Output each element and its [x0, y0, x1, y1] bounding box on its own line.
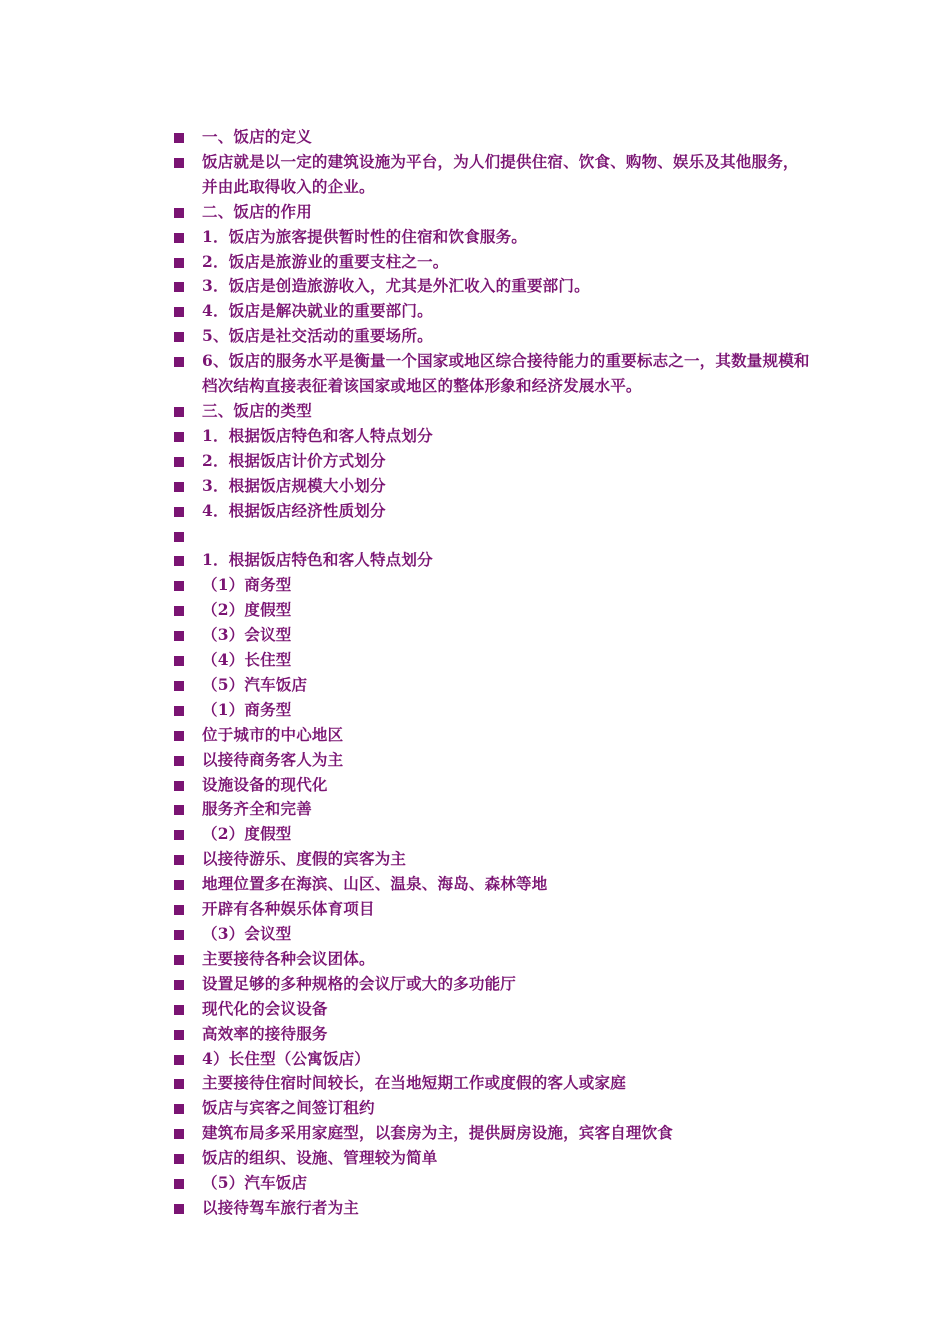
square-bullet-icon — [174, 532, 184, 542]
square-bullet-icon — [174, 332, 184, 342]
list-item-text: （5）汽车饭店 — [202, 674, 308, 694]
square-bullet-icon — [174, 1104, 184, 1114]
list-item-text: 2．饭店是旅游业的重要支柱之一。 — [202, 251, 449, 271]
list-item — [172, 1096, 812, 1121]
list-item-text: 现代化的会议设备 — [202, 998, 328, 1018]
list-item — [172, 847, 812, 872]
square-bullet-icon — [174, 407, 184, 417]
list-item-text: 开辟有各种娱乐体育项目 — [202, 899, 375, 919]
list-item-text — [202, 524, 812, 549]
square-bullet-icon — [174, 706, 184, 716]
square-bullet-icon — [174, 457, 184, 467]
list-item — [172, 474, 812, 499]
list-item — [172, 524, 812, 549]
list-item-text: 以接待驾车旅行者为主 — [202, 1197, 360, 1217]
square-bullet-icon — [174, 631, 184, 641]
list-item — [172, 1121, 812, 1146]
list-item-text: 1．根据饭店特色和客人特点划分 — [202, 425, 433, 445]
list-item — [172, 573, 812, 598]
bullet-list — [172, 125, 812, 1221]
square-bullet-icon — [174, 482, 184, 492]
list-item — [172, 1047, 812, 1072]
list-item-text: 服务齐全和完善 — [202, 799, 312, 819]
list-item — [172, 1146, 812, 1171]
square-bullet-icon — [174, 282, 184, 292]
list-item-text: 2．根据饭店计价方式划分 — [202, 450, 386, 470]
list-item — [172, 698, 812, 723]
square-bullet-icon — [174, 681, 184, 691]
list-item-text: （1）商务型 — [202, 699, 292, 719]
square-bullet-icon — [174, 855, 184, 865]
list-item — [172, 424, 812, 449]
list-item-text: 3．饭店是创造旅游收入，尤其是外汇收入的重要部门。 — [202, 276, 590, 296]
list-item-text: （3）会议型 — [202, 625, 292, 645]
list-item-text: 4．饭店是解决就业的重要部门。 — [202, 301, 433, 321]
list-item-text: 4．根据饭店经济性质划分 — [202, 500, 386, 520]
square-bullet-icon — [174, 656, 184, 666]
square-bullet-icon — [174, 930, 184, 940]
list-item — [172, 897, 812, 922]
square-bullet-icon — [174, 830, 184, 840]
list-item-text: 5、饭店是社交活动的重要场所。 — [202, 326, 433, 346]
list-item — [172, 499, 812, 524]
square-bullet-icon — [174, 133, 184, 143]
list-item — [172, 997, 812, 1022]
list-item-text: （5）汽车饭店 — [202, 1173, 308, 1193]
square-bullet-icon — [174, 1154, 184, 1164]
list-item — [172, 548, 812, 573]
square-bullet-icon — [174, 1079, 184, 1089]
list-item — [172, 748, 812, 773]
square-bullet-icon — [174, 781, 184, 791]
list-item-text: 6、饭店的服务水平是衡量一个国家或地区综合接待能力的重要标志之一，其数量规模和档次结构直接表征着该国家或地区的整体形象和经济发展水平。 — [202, 351, 810, 396]
list-item-text: 位于城市的中心地区 — [202, 724, 344, 744]
square-bullet-icon — [174, 731, 184, 741]
list-item — [172, 299, 812, 324]
list-item — [172, 200, 812, 225]
list-item-text: 主要接待各种会议团体。 — [202, 948, 375, 968]
list-item-text: 饭店的组织、设施、管理较为简单 — [202, 1148, 438, 1168]
list-item — [172, 623, 812, 648]
list-item-text: 设置足够的多种规格的会议厅或大的多功能厅 — [202, 973, 517, 993]
square-bullet-icon — [174, 432, 184, 442]
list-item-text: 4）长住型（公寓饭店） — [202, 1048, 370, 1068]
list-item-text: 1．根据饭店特色和客人特点划分 — [202, 550, 433, 570]
list-item-text: 饭店就是以一定的建筑设施为平台，为人们提供住宿、饮食、购物、娱乐及其他服务，并由此取得收入的企业。 — [202, 151, 799, 196]
square-bullet-icon — [174, 507, 184, 517]
list-item — [172, 1196, 812, 1221]
list-item — [172, 922, 812, 947]
list-item — [172, 872, 812, 897]
square-bullet-icon — [174, 756, 184, 766]
list-item — [172, 250, 812, 275]
list-item — [172, 1071, 812, 1096]
list-item — [172, 773, 812, 798]
list-item — [172, 150, 812, 200]
list-item — [172, 822, 812, 847]
list-item-text: 一、饭店的定义 — [202, 127, 312, 146]
square-bullet-icon — [174, 158, 184, 168]
list-item-text: 以接待游乐、度假的宾客为主 — [202, 849, 407, 869]
list-item-text: 3．根据饭店规模大小划分 — [202, 475, 386, 495]
square-bullet-icon — [174, 805, 184, 815]
list-item-text: 以接待商务客人为主 — [202, 749, 344, 769]
square-bullet-icon — [174, 1055, 184, 1065]
list-item-text: 三、饭店的类型 — [202, 400, 312, 420]
square-bullet-icon — [174, 208, 184, 218]
list-item-text: 主要接待住宿时间较长，在当地短期工作或度假的客人或家庭 — [202, 1073, 626, 1093]
list-item-text: 建筑布局多采用家庭型，以套房为主，提供厨房设施，宾客自理饮食 — [202, 1123, 674, 1143]
list-item-text: 饭店与宾客之间签订租约 — [202, 1098, 375, 1118]
square-bullet-icon — [174, 357, 184, 367]
list-item — [172, 274, 812, 299]
list-item — [172, 947, 812, 972]
list-item-text: （3）会议型 — [202, 923, 292, 943]
list-item — [172, 723, 812, 748]
list-item-text: （4）长住型 — [202, 650, 292, 670]
square-bullet-icon — [174, 581, 184, 591]
square-bullet-icon — [174, 905, 184, 915]
square-bullet-icon — [174, 1204, 184, 1214]
list-item — [172, 399, 812, 424]
list-item — [172, 349, 812, 399]
square-bullet-icon — [174, 233, 184, 243]
square-bullet-icon — [174, 980, 184, 990]
square-bullet-icon — [174, 307, 184, 317]
list-item-text: 1．饭店为旅客提供暂时性的住宿和饮食服务。 — [202, 226, 527, 246]
square-bullet-icon — [174, 1030, 184, 1040]
list-item-text: （1）商务型 — [202, 575, 292, 595]
list-item-text: 二、饭店的作用 — [202, 201, 312, 221]
list-item — [172, 225, 812, 250]
list-item — [172, 1171, 812, 1196]
list-item — [172, 125, 812, 150]
list-item — [172, 972, 812, 997]
square-bullet-icon — [174, 955, 184, 965]
list-item — [172, 797, 812, 822]
square-bullet-icon — [174, 1179, 184, 1189]
square-bullet-icon — [174, 258, 184, 268]
square-bullet-icon — [174, 556, 184, 566]
list-item — [172, 324, 812, 349]
list-item-text: （2）度假型 — [202, 824, 292, 844]
list-item-text: 高效率的接待服务 — [202, 1023, 328, 1043]
list-item — [172, 673, 812, 698]
list-item — [172, 1022, 812, 1047]
list-item — [172, 598, 812, 623]
list-item-text: 设施设备的现代化 — [202, 774, 328, 794]
square-bullet-icon — [174, 1129, 184, 1139]
list-item-text: （2）度假型 — [202, 600, 292, 620]
square-bullet-icon — [174, 1005, 184, 1015]
list-item-text: 地理位置多在海滨、山区、温泉、海岛、森林等地 — [202, 874, 548, 894]
square-bullet-icon — [174, 606, 184, 616]
list-item — [172, 449, 812, 474]
square-bullet-icon — [174, 880, 184, 890]
list-item — [172, 648, 812, 673]
